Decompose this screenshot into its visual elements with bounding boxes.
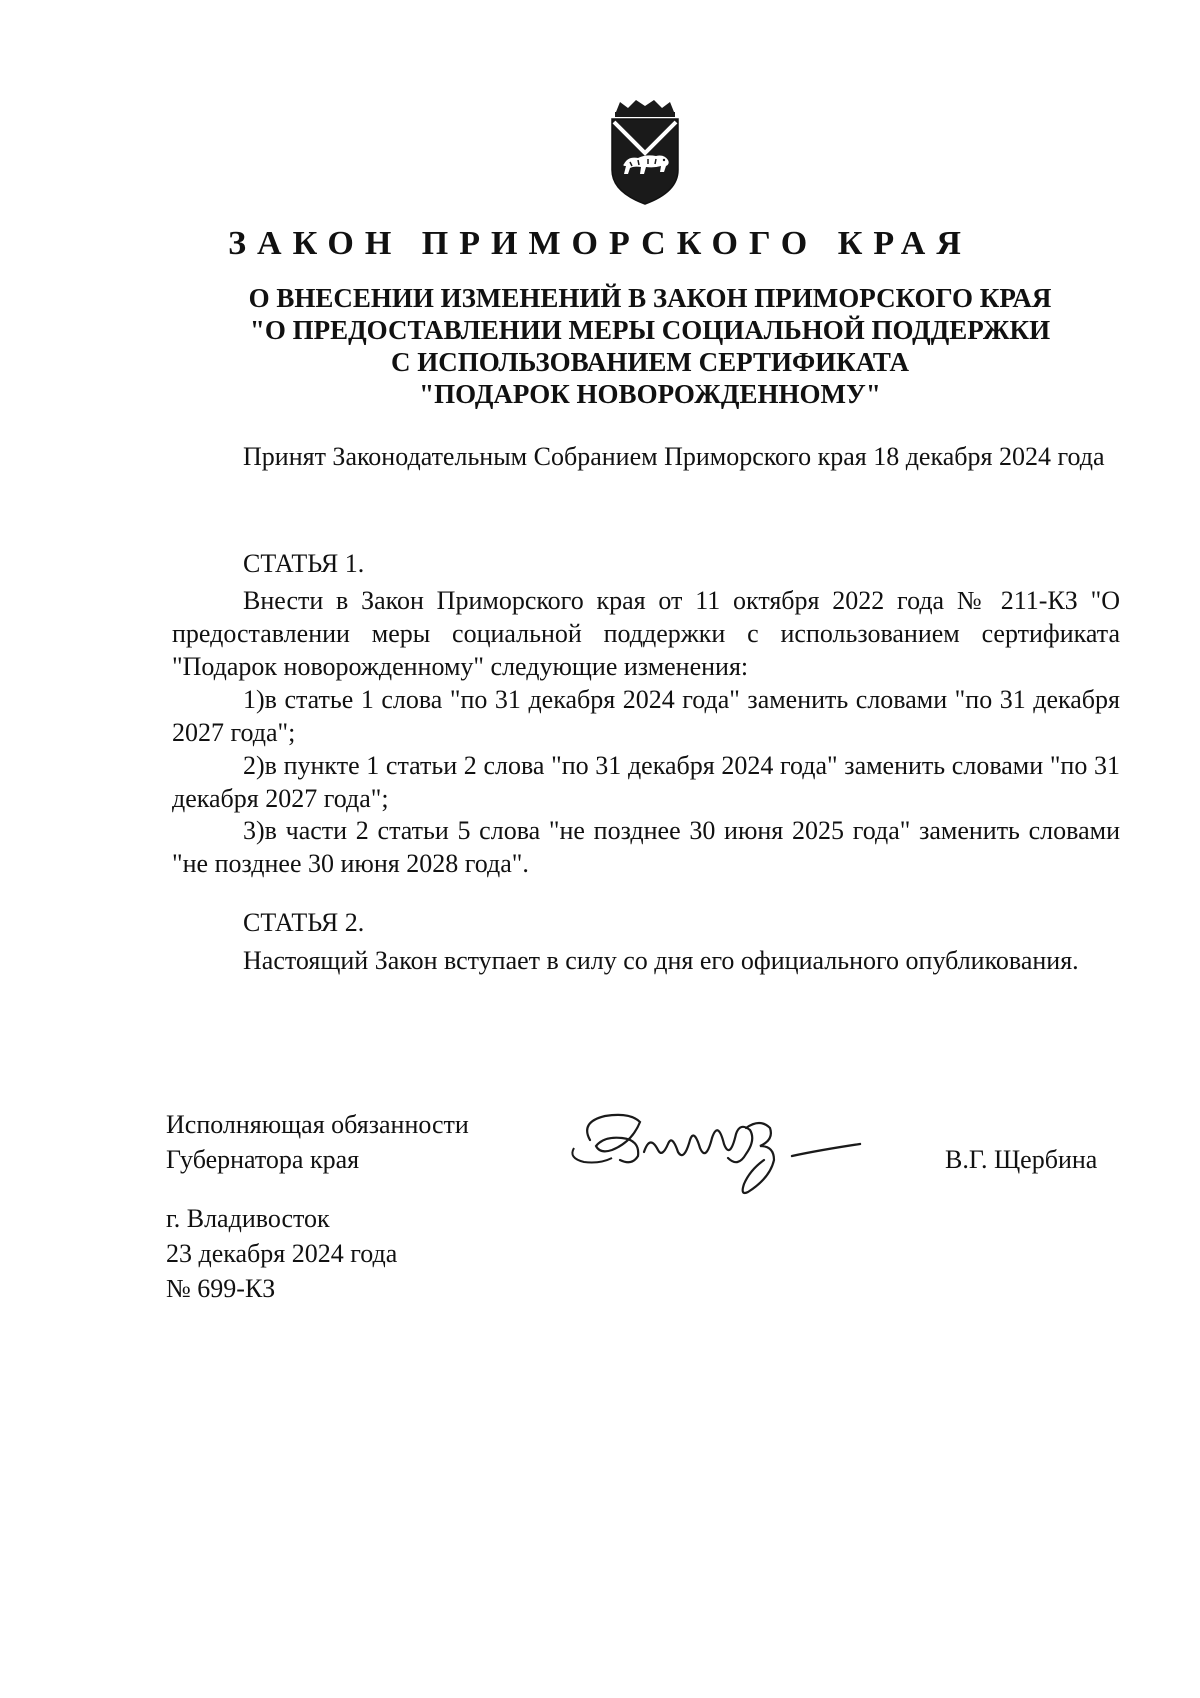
- subject-line: "О ПРЕДОСТАВЛЕНИИ МЕРЫ СОЦИАЛЬНОЙ ПОДДЕРЖКИ: [249, 315, 1051, 345]
- signing-date: 23 декабря 2024 года: [166, 1239, 398, 1268]
- document-footer: [166, 1201, 397, 1306]
- article2-text: Настоящий Закон вступает в силу со дня его официального опубликования.: [243, 946, 1079, 975]
- city: г. Владивосток: [166, 1204, 330, 1233]
- article1-intro: Внести в Закон Приморского края от 11 октября 2022 года № 211-КЗ "О предоставлении меры социальной поддержки с использованием сертификата "Подарок новорожденному" следующие изменения:: [172, 586, 1120, 681]
- law-number: № 699-КЗ: [166, 1274, 276, 1303]
- article1-item: 1)в статье 1 слова "по 31 декабря 2024 года" заменить словами "по 31 декабря 2027 года";: [172, 685, 1120, 747]
- position-line: Исполняющая обязанности: [166, 1110, 469, 1139]
- primorsky-coat-of-arms-icon: [606, 98, 684, 208]
- signatory-position: [166, 1107, 469, 1177]
- article1-heading: СТАТЬЯ 1.: [243, 549, 365, 578]
- law-subject: [200, 282, 1100, 410]
- signatory-name: В.Г. Щербина: [945, 1145, 1098, 1174]
- handwritten-signature-icon: [560, 1100, 905, 1200]
- subject-line: С ИСПОЛЬЗОВАНИЕМ СЕРТИФИКАТА: [390, 347, 910, 377]
- adoption-statement: Принят Законодательным Собранием Приморского края 18 декабря 2024 года: [243, 442, 1105, 471]
- article2-heading: СТАТЬЯ 2.: [243, 908, 365, 937]
- subject-line: О ВНЕСЕНИИ ИЗМЕНЕНИЙ В ЗАКОН ПРИМОРСКОГО КРАЯ: [248, 283, 1052, 313]
- article1-item: 3)в части 2 статьи 5 слова "не позднее 30 июня 2025 года" заменить словами "не позднее 30 июня 2028 года".: [172, 816, 1120, 878]
- subject-line: "ПОДАРОК НОВОРОЖДЕННОМУ": [419, 379, 881, 409]
- article1-item: 2)в пункте 1 статьи 2 слова "по 31 декабря 2024 года" заменить словами "по 31 декабря 2027 года";: [172, 751, 1120, 813]
- law-title: ЗАКОН ПРИМОРСКОГО КРАЯ: [228, 225, 972, 262]
- position-line: Губернатора края: [166, 1145, 360, 1174]
